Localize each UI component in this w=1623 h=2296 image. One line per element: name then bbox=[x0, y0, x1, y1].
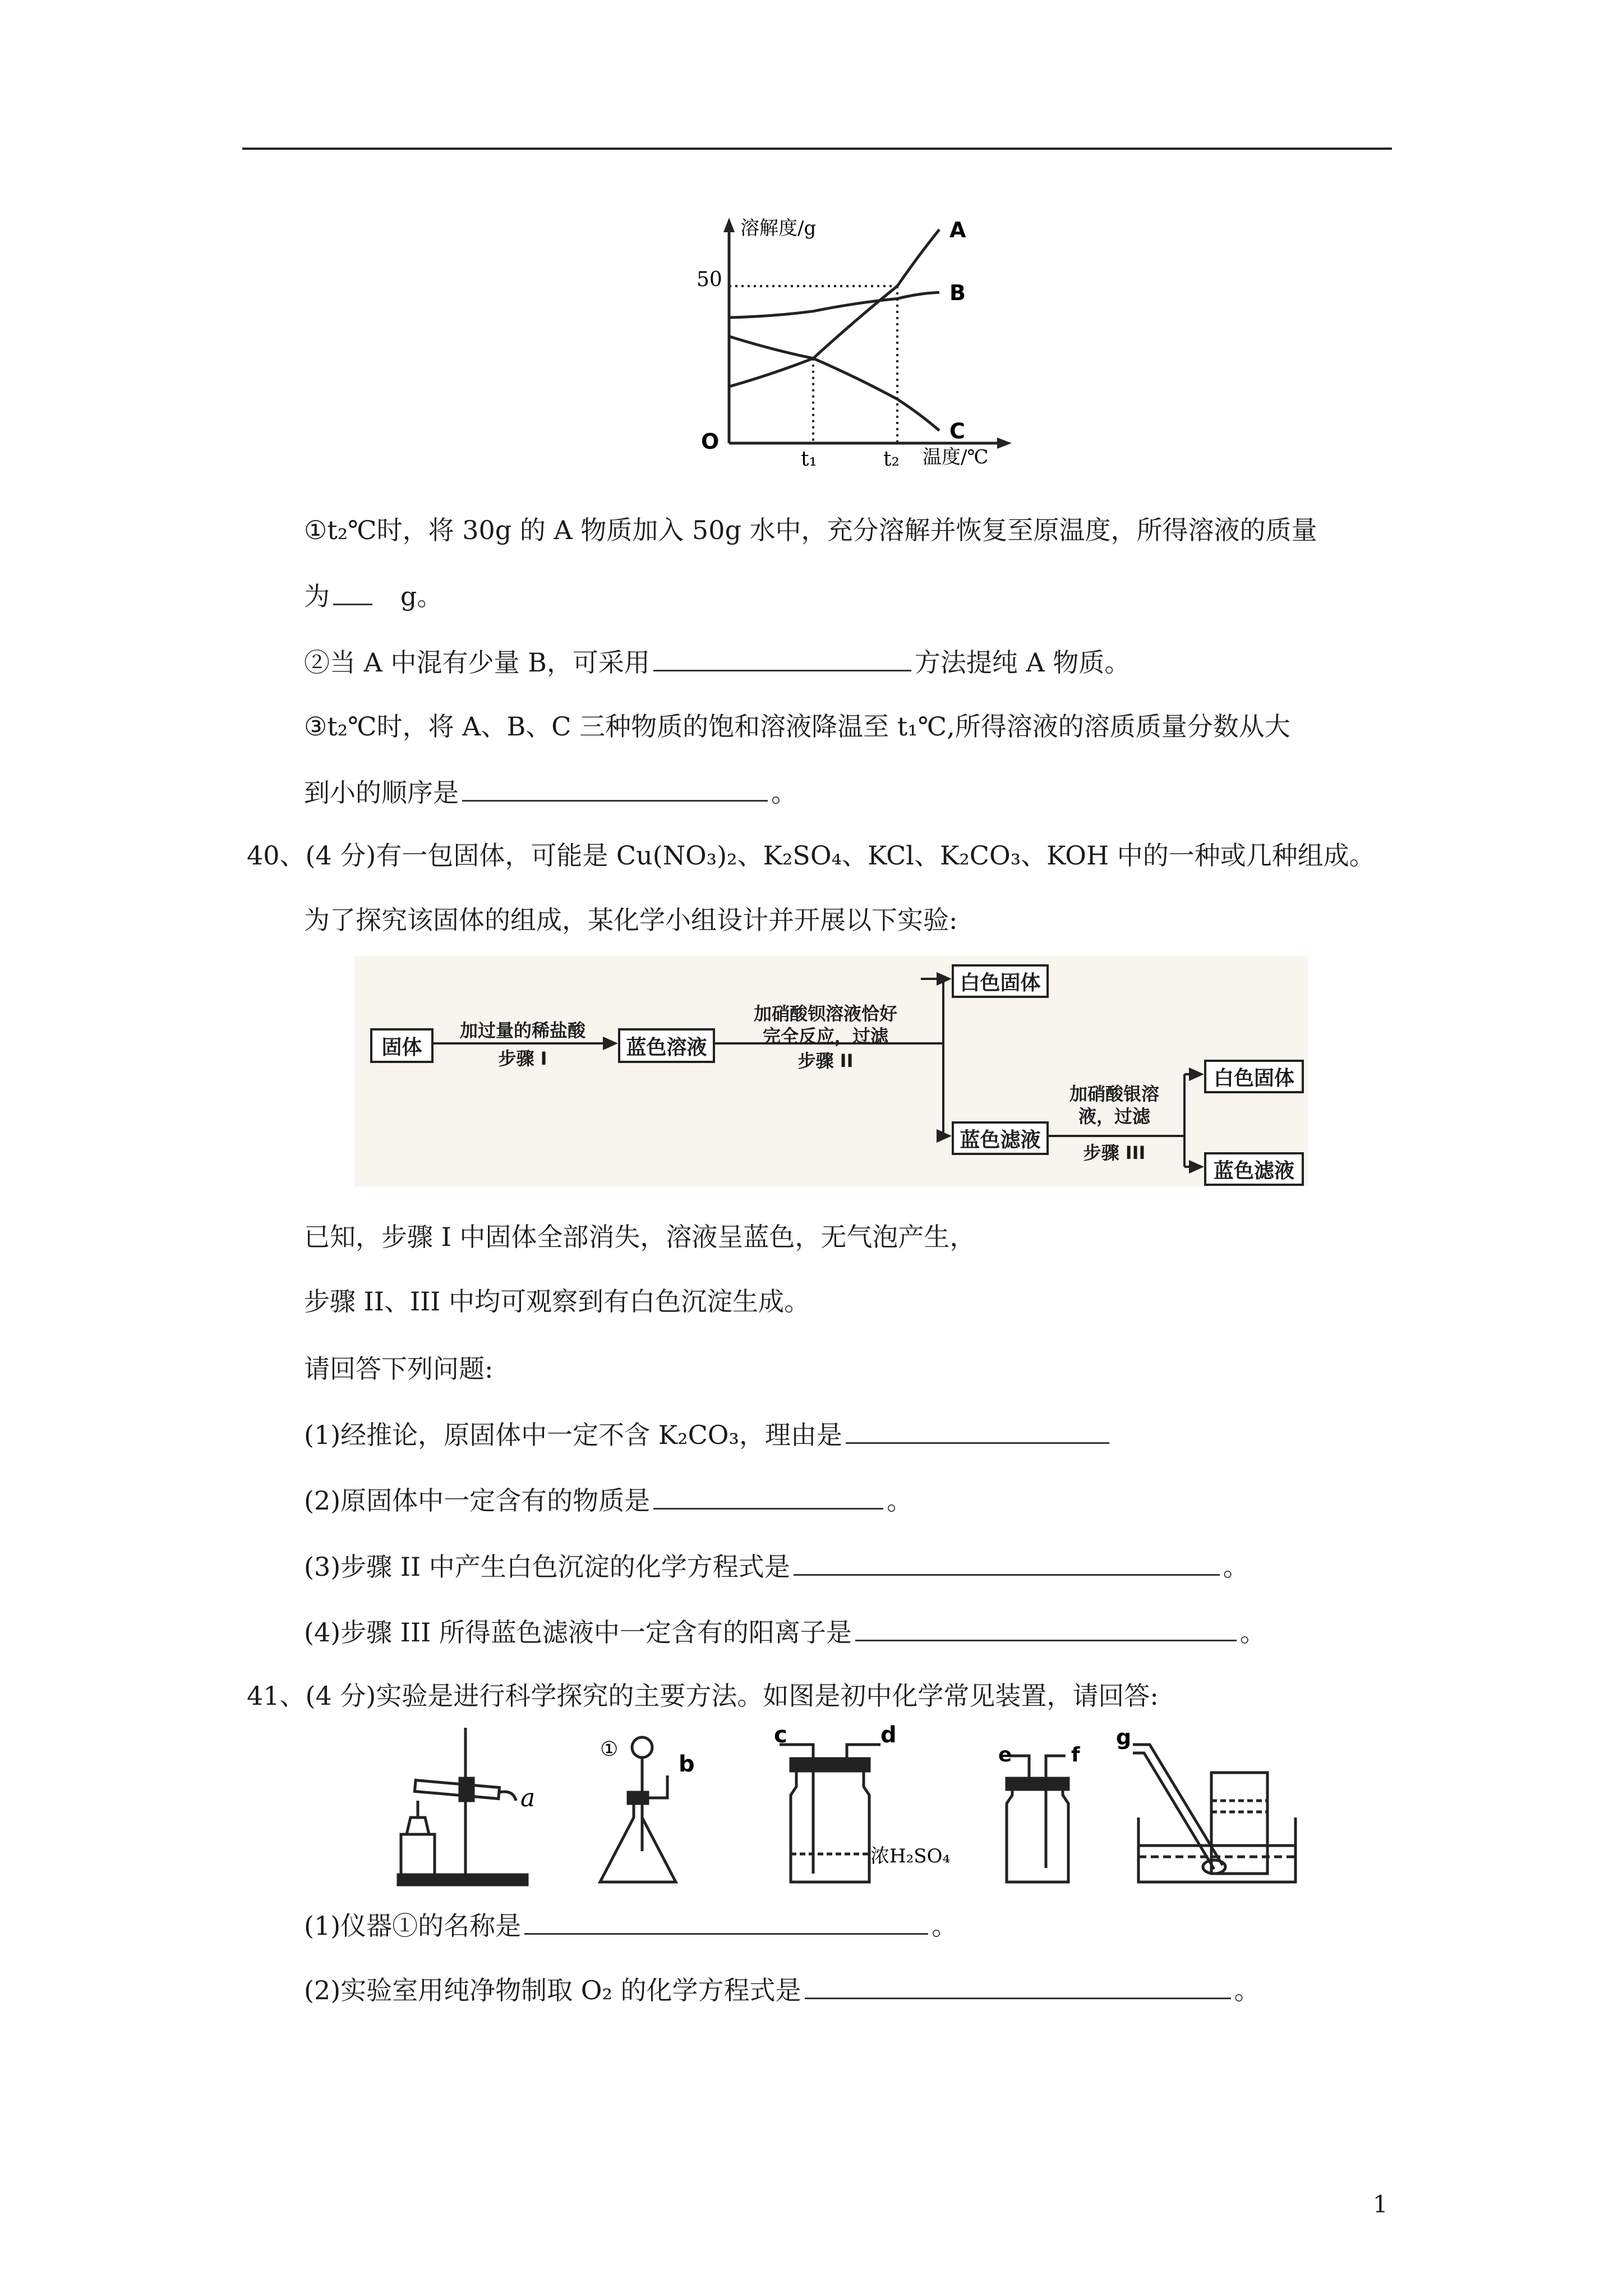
answer-blank[interactable] bbox=[333, 578, 372, 605]
q40-known-1: 已知，步骤 I 中固体全部消失，溶液呈蓝色，无气泡产生， bbox=[304, 1222, 976, 1252]
box-blue-filtrate-1: 蓝色滤液 bbox=[952, 1121, 1049, 1155]
x-tick-t1: t₁ bbox=[801, 448, 817, 471]
q39-part1-line1: ①t₂℃时，将 30g 的 A 物质加入 50g 水中，充分溶解并恢复至原温度，所得溶液的质量 bbox=[304, 515, 1317, 545]
page-number: 1 bbox=[1373, 2191, 1388, 2218]
q40-intro: 为了探究该固体的组成，某化学小组设计并开展以下实验: bbox=[304, 905, 958, 935]
answer-blank[interactable] bbox=[855, 1614, 1237, 1641]
label-one: ① bbox=[600, 1738, 619, 1761]
step2-label: 步骤 II bbox=[797, 1050, 854, 1071]
label-b: b bbox=[679, 1751, 695, 1777]
step1-label: 步骤 I bbox=[498, 1048, 547, 1069]
answer-blank[interactable] bbox=[653, 1482, 883, 1510]
label-h2so4: 浓H₂SO₄ bbox=[870, 1845, 951, 1867]
q39-part3-line1: ③t₂℃时，将 A、B、C 三种物质的饱和溶液降温至 t₁℃,所得溶液的溶质质量分数从大 bbox=[304, 711, 1290, 742]
label-d: d bbox=[880, 1722, 897, 1748]
gas-bottle-ef bbox=[1007, 1756, 1068, 1882]
q39-part1-line2: 为 g。 bbox=[304, 578, 442, 613]
step3-reagent-line2: 液，过滤 bbox=[1078, 1106, 1150, 1127]
answer-blank[interactable] bbox=[653, 644, 911, 671]
answer-blank[interactable] bbox=[462, 774, 768, 802]
q41-header: 41、(4 分)实验是进行科学探究的主要方法。如图是初中化学常见装置，请回答: bbox=[247, 1681, 1159, 1711]
q40-sq2: (2)原固体中一定含有的物质是 。 bbox=[304, 1482, 912, 1517]
answer-blank[interactable] bbox=[524, 1907, 928, 1935]
curve-c bbox=[729, 337, 939, 431]
x-axis-arrow bbox=[997, 438, 1012, 449]
label-g: g bbox=[1116, 1725, 1132, 1750]
wash-bottle-h2so4 bbox=[780, 1745, 880, 1882]
answer-blank[interactable] bbox=[846, 1416, 1109, 1444]
q41-sq1: (1)仪器①的名称是 。 bbox=[304, 1907, 957, 1943]
y-tick-50: 50 bbox=[697, 268, 722, 291]
series-label-a: A bbox=[949, 218, 966, 243]
box-blue-filtrate-2: 蓝色滤液 bbox=[1204, 1152, 1304, 1186]
step1-reagent: 加过量的稀盐酸 bbox=[459, 1020, 585, 1041]
header-rule bbox=[242, 148, 1392, 150]
origin-label: O bbox=[701, 429, 720, 454]
box-white-solid-2: 白色固体 bbox=[1204, 1060, 1304, 1093]
chart-plot-area bbox=[729, 218, 966, 443]
label-e: e bbox=[998, 1743, 1012, 1766]
series-label-b: B bbox=[949, 280, 966, 306]
answer-blank[interactable] bbox=[794, 1548, 1220, 1576]
box-white-solid-1: 白色固体 bbox=[952, 964, 1049, 998]
series-label-c: C bbox=[949, 418, 965, 444]
solubility-chart bbox=[684, 213, 1021, 471]
alcohol-lamp-apparatus bbox=[398, 1728, 527, 1885]
y-axis-label: 溶解度/g bbox=[740, 217, 817, 240]
x-tick-t2: t₂ bbox=[883, 448, 900, 471]
step2-reagent-line1: 加硝酸钡溶液恰好 bbox=[753, 1003, 897, 1024]
step3-label: 步骤 III bbox=[1083, 1142, 1146, 1163]
y-axis-arrow bbox=[723, 218, 735, 232]
label-c: c bbox=[774, 1722, 787, 1748]
lab-apparatus-figure bbox=[387, 1722, 1340, 1890]
q40-header: 40、(4 分)有一包固体，可能是 Cu(NO₃)₂、K₂SO₄、KCl、K₂CO₃、KOH 中的一种或几种组成。 bbox=[247, 840, 1375, 871]
label-f: f bbox=[1071, 1743, 1080, 1766]
q39-part2: ②当 A 中混有少量 B，可采用 方法提纯 A 物质。 bbox=[304, 644, 1130, 679]
water-trough-apparatus bbox=[1133, 1745, 1295, 1882]
curve-b bbox=[729, 292, 939, 318]
experiment-flowchart bbox=[354, 956, 1308, 1186]
q40-sq1: (1)经推论，原固体中一定不含 K₂CO₃，理由是 bbox=[304, 1416, 1113, 1452]
step3-reagent-line1: 加硝酸银溶 bbox=[1069, 1083, 1159, 1105]
box-blue-solution: 蓝色溶液 bbox=[618, 1028, 715, 1063]
x-axis-label: 温度/℃ bbox=[923, 446, 989, 468]
q40-sq4: (4)步骤 III 所得蓝色滤液中一定含有的阳离子是 。 bbox=[304, 1614, 1266, 1649]
q40-ask: 请回答下列问题: bbox=[304, 1354, 494, 1384]
box-solid: 固体 bbox=[370, 1028, 434, 1063]
q41-sq2: (2)实验室用纯净物制取 O₂ 的化学方程式是 。 bbox=[304, 1972, 1260, 2007]
q40-sq3: (3)步骤 II 中产生白色沉淀的化学方程式是 。 bbox=[304, 1548, 1249, 1584]
answer-blank[interactable] bbox=[805, 1972, 1231, 1999]
step2-reagent-line2: 完全反应，过滤 bbox=[762, 1025, 888, 1047]
q39-part3-line2: 到小的顺序是 。 bbox=[304, 774, 797, 809]
q40-known-2: 步骤 II、III 中均可观察到有白色沉淀生成。 bbox=[304, 1286, 810, 1317]
label-a: a bbox=[520, 1784, 536, 1812]
